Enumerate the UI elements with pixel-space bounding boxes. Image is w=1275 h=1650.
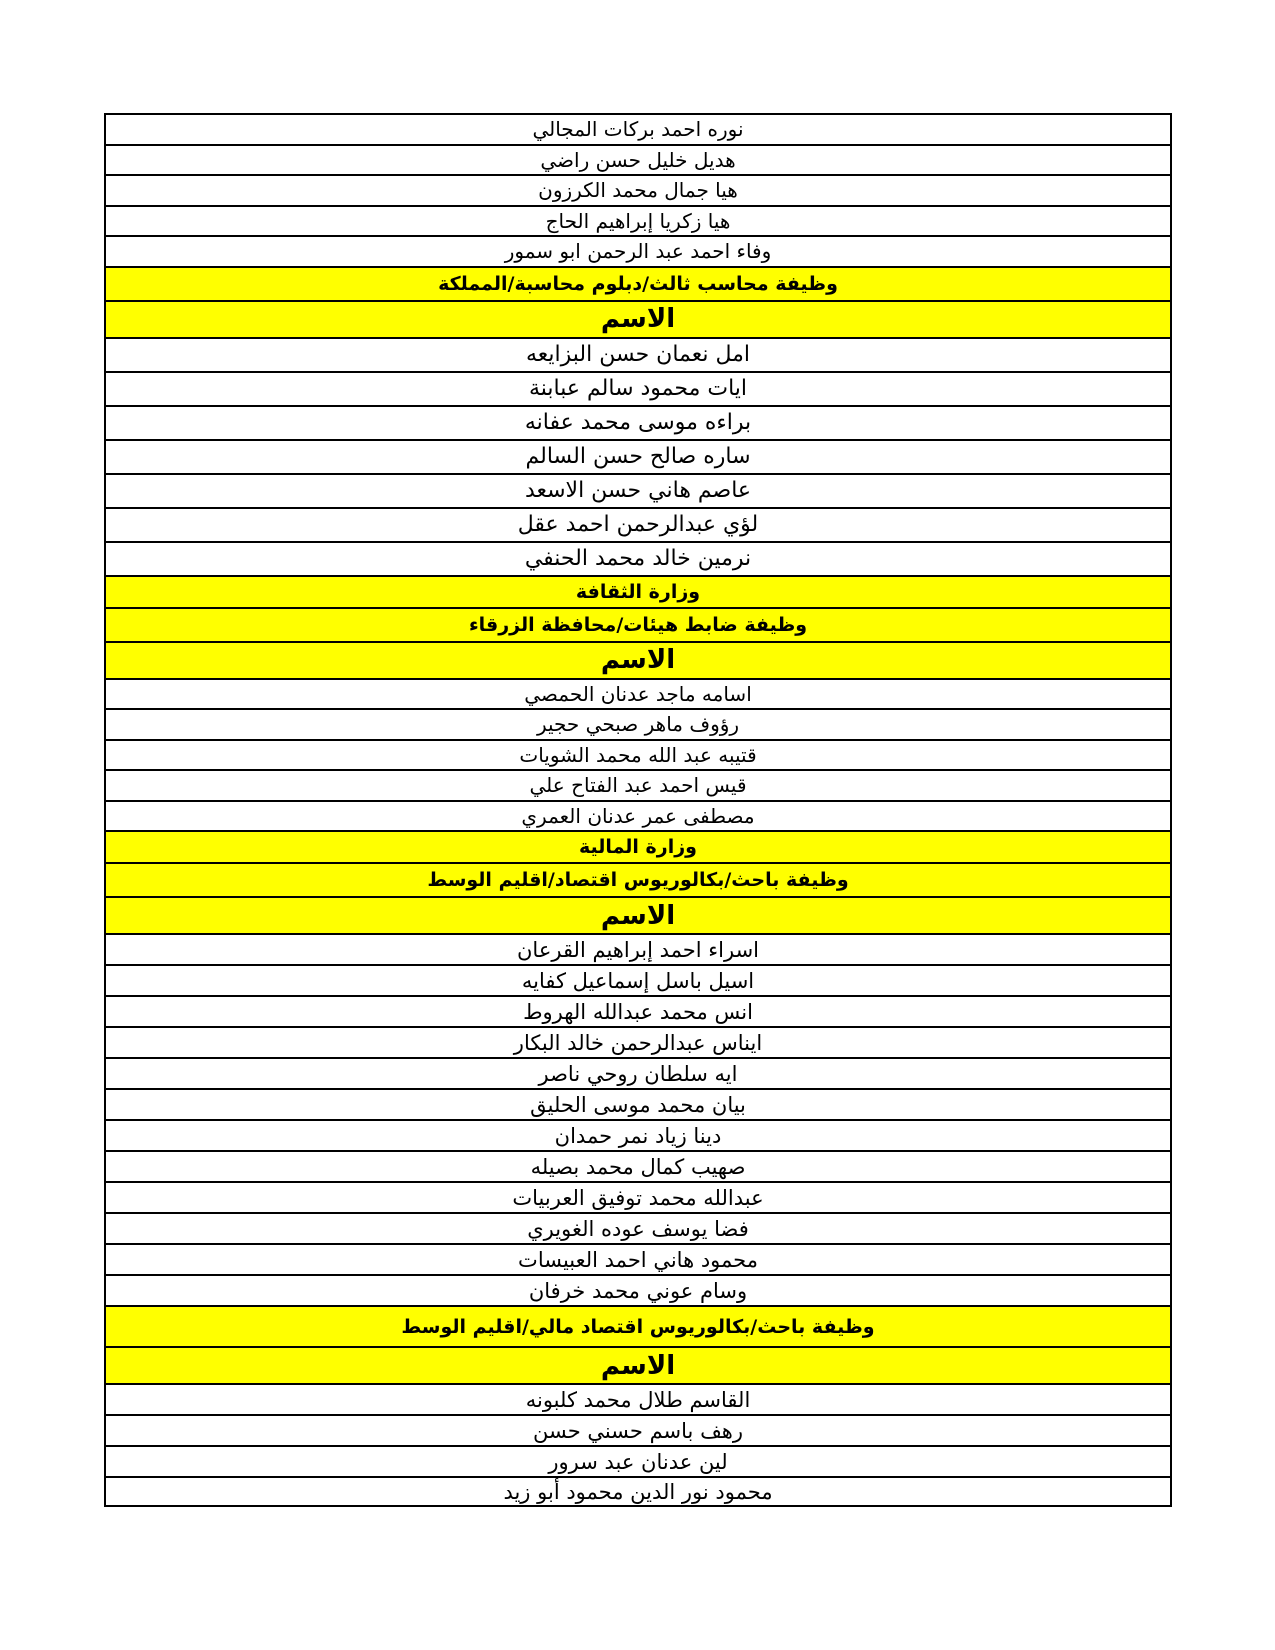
name-row: قتيبه عبد الله محمد الشويات: [104, 739, 1172, 770]
name-row: ايات محمود سالم عبابنة: [104, 371, 1172, 405]
ministry-row: وزارة المالية: [104, 830, 1172, 862]
name-row: فضا يوسف عوده الغويري: [104, 1212, 1172, 1243]
job-title-row: وظيفة ضابط هيئات/محافظة الزرقاء: [104, 607, 1172, 641]
job-title-row: وظيفة باحث/بكالوريوس اقتصاد مالي/اقليم الوسط: [104, 1305, 1172, 1346]
ministry-row: وزارة الثقافة: [104, 575, 1172, 607]
name-row: ساره صالح حسن السالم: [104, 439, 1172, 473]
name-column-header: الاسم: [104, 896, 1172, 933]
name-row: ايه سلطان روحي ناصر: [104, 1057, 1172, 1088]
name-row: عاصم هاني حسن الاسعد: [104, 473, 1172, 507]
name-row: نرمين خالد محمد الحنفي: [104, 541, 1172, 575]
name-row: اسامه ماجد عدنان الحمصي: [104, 678, 1172, 709]
name-row: القاسم طلال محمد كلبونه: [104, 1383, 1172, 1414]
job-title-row: وظيفة محاسب ثالث/دبلوم محاسبة/المملكة: [104, 266, 1172, 300]
name-row: وسام عوني محمد خرفان: [104, 1274, 1172, 1305]
name-row: وفاء احمد عبد الرحمن ابو سمور: [104, 235, 1172, 266]
name-row: امل نعمان حسن البزايعه: [104, 337, 1172, 371]
name-row: براءه موسى محمد عفانه: [104, 405, 1172, 439]
name-row: انس محمد عبدالله الهروط: [104, 995, 1172, 1026]
name-column-header: الاسم: [104, 300, 1172, 337]
name-row: رهف باسم حسني حسن: [104, 1414, 1172, 1445]
names-table: [104, 113, 1172, 1507]
name-row: هديل خليل حسن راضي: [104, 144, 1172, 175]
name-row: مصطفى عمر عدنان العمري: [104, 800, 1172, 831]
name-row: بيان محمد موسى الحليق: [104, 1088, 1172, 1119]
name-row: اسراء احمد إبراهيم القرعان: [104, 933, 1172, 964]
name-row: عبدالله محمد توفيق العربيات: [104, 1181, 1172, 1212]
name-row: لين عدنان عبد سرور: [104, 1445, 1172, 1476]
name-row: دينا زياد نمر حمدان: [104, 1119, 1172, 1150]
name-row: هيا جمال محمد الكرزون: [104, 174, 1172, 205]
name-row: اسيل باسل إسماعيل كفايه: [104, 964, 1172, 995]
name-row: لؤي عبدالرحمن احمد عقل: [104, 507, 1172, 541]
name-column-header: الاسم: [104, 1346, 1172, 1383]
name-row: قيس احمد عبد الفتاح علي: [104, 769, 1172, 800]
name-row: هيا زكريا إبراهيم الحاج: [104, 205, 1172, 236]
name-row: محمود نور الدين محمود أبو زيد: [104, 1476, 1172, 1507]
name-row: رؤوف ماهر صبحي حجير: [104, 708, 1172, 739]
job-title-row: وظيفة باحث/بكالوريوس اقتصاد/اقليم الوسط: [104, 862, 1172, 896]
name-row: ايناس عبدالرحمن خالد البكار: [104, 1026, 1172, 1057]
name-row: صهيب كمال محمد بصيله: [104, 1150, 1172, 1181]
name-row: نوره احمد بركات المجالي: [104, 113, 1172, 144]
name-row: محمود هاني احمد العبيسات: [104, 1243, 1172, 1274]
name-column-header: الاسم: [104, 641, 1172, 678]
